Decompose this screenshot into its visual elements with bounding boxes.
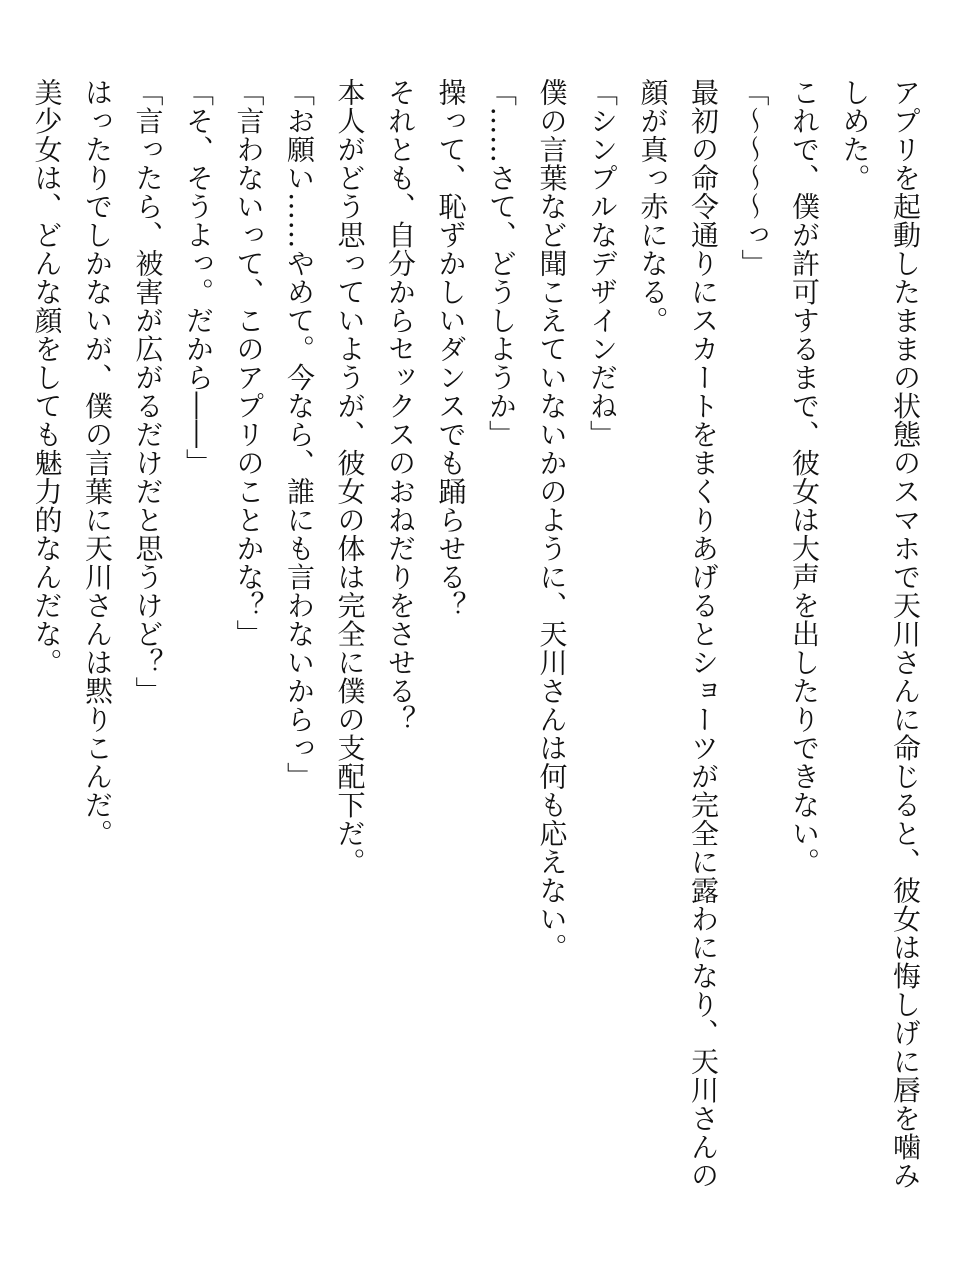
text-line: 「言ったら、被害が広がるだけだと思うけど？」 bbox=[131, 78, 165, 705]
text-line: 「〜〜〜〜っ」 bbox=[737, 78, 771, 278]
text-line: 操って、恥ずかしいダンスでも踊らせる？ bbox=[434, 78, 468, 620]
text-line: これで、僕が許可するまで、彼女は大声を出したりできない。 bbox=[788, 78, 821, 876]
vertical-text-body bbox=[21, 78, 930, 1228]
text-line: 「お願い……やめて。今なら、誰にも言わないからっ」 bbox=[283, 78, 316, 791]
text-line: 「言わないって、このアプリのことかな？」 bbox=[232, 78, 266, 648]
text-line: 本人がどう思っていようが、彼女の体は完全に僕の支配下だ。 bbox=[333, 78, 367, 876]
text-line: しめた。 bbox=[838, 78, 872, 192]
text-line: 「シンプルなデザインだね」 bbox=[586, 78, 619, 449]
text-line: はったりでしかないが、僕の言葉に天川さんは黙りこんだ。 bbox=[81, 78, 114, 848]
text-line: それとも、自分からセックスのおねだりをさせる？ bbox=[384, 78, 417, 734]
text-line: アプリを起動したままの状態のスマホで天川さんに命じると、彼女は悔しげに唇を噛み bbox=[889, 78, 922, 1190]
text-line: 最初の命令通りにスカートをまくりあげるとショーツが完全に露わになり、天川さんの bbox=[687, 78, 720, 1190]
text-line: 「……さて、どうしようか」 bbox=[485, 78, 518, 449]
text-line: 僕の言葉など聞こえていないかのように、天川さんは何も応えない。 bbox=[535, 78, 569, 962]
text-line: 顔が真っ赤になる。 bbox=[636, 78, 670, 335]
text-line: 「そ、そうよっ。だから――」 bbox=[182, 78, 215, 477]
text-line: 美少女は、どんな顔をしても魅力的なんだな。 bbox=[30, 78, 64, 677]
